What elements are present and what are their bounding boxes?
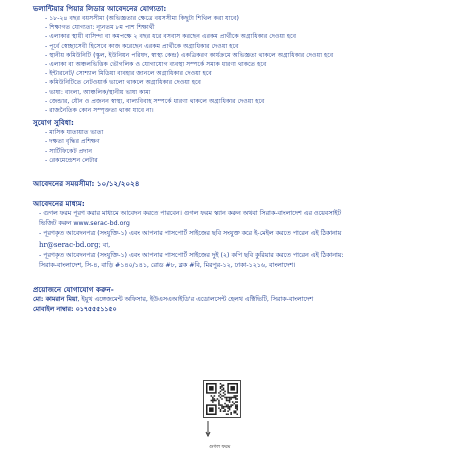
contact-phone-text: মোবাইল নাম্বার: ০১৭৫৫৫১১৫০	[33, 305, 117, 313]
deadline-text: আবেদনের সময়সীমা: ১০/১২/২০২৪	[33, 179, 140, 189]
qualification-item: - রাজনৈতিক কোন সম্পৃক্ততা থাকা যাবে না।	[33, 106, 430, 115]
qualification-item: - ভাষা: বাংলা, আঞ্চলিক/স্থানীয় ভাষা কাম্য	[33, 88, 430, 97]
contact-title: , ইয়ুথ এঙ্গেজমেন্ট অফিসার, ইউএসএআইডি'র এডোলসেন্ট হেলথ এক্টিভিটি, সিরাক-বাংলাদেশ	[77, 296, 313, 304]
contact-person	[33, 295, 430, 305]
apply-line-email	[39, 240, 430, 251]
qualification-item: - শিক্ষাগত যোগ্যতা: ন্যূনতম ৮ম পাশ শিক্ষার্থী	[33, 23, 430, 32]
google-form-qr[interactable]	[203, 380, 247, 450]
email-suffix: ; বা,	[98, 241, 111, 249]
contact-name: মো: কামরান মিয়া	[33, 296, 78, 304]
apply-line-address: সিরাক-বাংলাদেশ, সি-৪, বাড়ি #১৪০/১৪১, রোড #৮, ব্লক #বি, মিরপুর-১২, ঢাকা-১২১৬, বাংলাদেশ।	[39, 262, 296, 270]
qualification-item: - স্থানীয় কমিউনিটি (স্কুল, ইউনিয়ন পরিষদ, স্বাস্থ্য কেন্দ্র) একত্রিকরণ কার্যক্রমে অভিজ্ঞতা থাকলে অগ্রাধিকার দেওয়া হবে	[33, 51, 430, 60]
benefits-heading: সুযোগ সুবিধা:	[33, 118, 74, 128]
hand-pointer-icon	[205, 420, 211, 442]
apply-details	[33, 209, 430, 271]
qualification-item: - পূর্বে স্বেচ্ছাসেবী হিসেবে কাজ করেছেন এরকম প্রার্থীকে অগ্রাধিকার দেওয়া হবে	[33, 42, 430, 51]
benefit-item: - সার্টিফিকেট প্রদান	[33, 147, 430, 156]
apply-line-website: ভিজিট করুন www.serac-bd.org	[39, 220, 130, 228]
apply-heading: আবেদনের মাধ্যম:	[33, 199, 85, 209]
email-link[interactable]: hr@serac-bd.org	[39, 240, 99, 249]
apply-line-email-intro: - পূরণকৃত আবেদনপত্র (সংযুক্তি-১) এবং আপনার পাসপোর্ট সাইজের ছবি সংযুক্ত করে ই-মেইল করতে পারেন এই ঠিকানায়	[39, 229, 430, 239]
qualification-item: - এলাকার স্থায়ী বাসিন্দা বা কমপক্ষে ২ বছর ধরে বসবাস করছেন এরকম প্রার্থীকে অগ্রাধিকার দেওয়া হবে	[33, 32, 430, 41]
qualifications-heading: ভলান্টিয়ার পিয়ার লিডার আবেদনের যোগ্যতা:	[33, 4, 167, 13]
contact-heading: প্রয়োজনে যোগাযোগ করুন-	[33, 285, 114, 295]
benefit-item: - রেকমেন্ডেশন লেটার	[33, 156, 430, 165]
qualification-item: - ১৮-২৪ বছর বয়সসীমা (অভিজ্ঞতার ক্ষেত্রে বয়সসীমা কিছুটা শিথিল করা যাবে)	[33, 14, 430, 23]
benefit-item: - দক্ষতা বৃদ্ধির প্রশিক্ষণ	[33, 137, 430, 146]
qr-code-image	[206, 383, 238, 415]
apply-line-courier: - পূরণকৃত আবেদনপত্র (সংযুক্তি-১) এবং আপনার পাসপোর্ট সাইজের দুই (২) কপি ছবি কুরিয়ার করতে পারেন এই ঠিকানায়:	[39, 251, 430, 261]
apply-line-google-form: - গুগল ফরম পূরণ করার মাধ্যমে আবেদন করতে পারবেন। গুগল ফরম স্ক্যান করুন অথবা সিরাক-বাংলাদেশ এর ওয়েবসাইট	[39, 209, 430, 219]
benefits-list	[33, 128, 430, 165]
benefit-item: - মাসিক যাতায়াত ভাতা	[33, 128, 430, 137]
qualification-item: - এলাকা বা অঞ্চলভিত্তিক ভৌগলিক ও যোগাযোগ ব্যবস্থা সম্পর্কে সম্যক ধারণা থাকতে হবে	[33, 60, 430, 69]
qualifications-list	[33, 14, 430, 115]
contact-phone	[33, 305, 430, 315]
qr-code[interactable]	[203, 380, 241, 418]
qr-caption: গুগল ফরম	[209, 445, 231, 450]
qualification-item: - জেন্ডার, যৌন ও প্রজনন স্বাস্থ্য, বাল্যবিবাহ সম্পর্কে ধারণা থাকলে অগ্রাধিকার দেওয়া হবে	[33, 97, 430, 106]
qualification-item: - কমিউনিটিতে নেটওয়ার্ক ভালো থাকলে অগ্রাধিকার দেওয়া হবে	[33, 78, 430, 87]
qualification-item: - ইন্টারনেট/ সোশ্যাল মিডিয়া ব্যবহার জানলে অগ্রাধিকার দেওয়া হবে	[33, 69, 430, 78]
